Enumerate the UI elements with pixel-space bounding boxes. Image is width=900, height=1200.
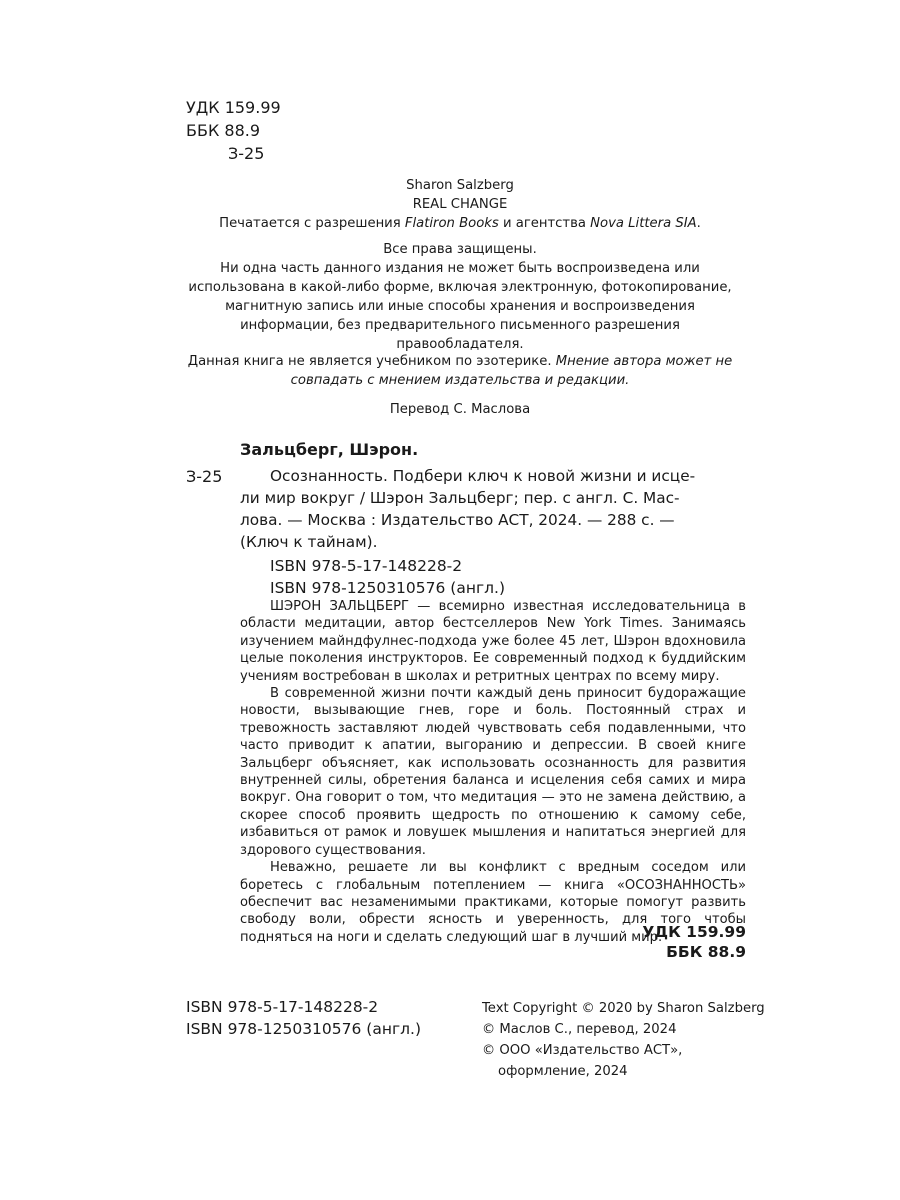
copyright-block: Text Copyright © 2020 by Sharon Salzberg © Маслов С., перевод, 2024 © ООО «Издательство АСТ», оформление, 2024 [482, 1001, 765, 1079]
annotation [240, 598, 746, 946]
annotation-paragraph: Неважно, решаете ли вы конфликт с вредным соседом или боретесь с глобальным потеплением — книга «ОСОЗНАННОСТЬ» обеспечит вас незаменимыми практиками, которые помогут развить свободу воли, обрести ясность и уверенность, для того чтобы подняться на ноги и сделать следующий шаг в лучший мир. [240, 860, 746, 945]
footer-codes [560, 922, 746, 962]
classification-codes [186, 96, 281, 165]
disclaimer: Данная книга не является учебником по эзотерике. Мнение автора может не совпадать с мнением издательства и редакции. [187, 354, 733, 388]
footer-bbk: ББК 88.9 [666, 943, 746, 961]
original-title: REAL CHANGE [412, 197, 508, 212]
bbk-code: ББК 88.9 [186, 121, 261, 140]
catalog-author-heading: Зальцберг, Шэрон. [240, 440, 419, 459]
bottom-isbn: ISBN 978-5-17-148228-2 ISBN 978-1250310576 (англ.) [186, 998, 421, 1038]
author-mark: З-25 [228, 144, 265, 163]
udk-code: УДК 159.99 [186, 98, 281, 117]
footer-udk: УДК 159.99 [642, 923, 746, 941]
translation-credit: Перевод С. Маслова [389, 402, 531, 417]
original-edition-info [160, 176, 760, 233]
rights-notice: Все права защищены. Ни одна часть данного издания не может быть воспроизведена или использована в какой-либо форме, включая электронную, фотокопирование, магнитную запись или иные способы хранения и воспроизведения информации, без предварительного письменного разрешения правообладателя. [188, 242, 732, 352]
agency-name: Nova Littera SIA [590, 216, 697, 231]
original-author: Sharon Salzberg [406, 178, 514, 193]
catalog-entry: Осознанность. Подбери ключ к новой жизни и исце- ли мир вокруг / Шэрон Зальцберг; пер. с англ. С. Мас- лова. — Москва : Издательство АСТ, 2024. — 288 с. — (Ключ к тайнам). [240, 467, 696, 551]
annotation-paragraph: В современной жизни почти каждый день приносит будоражащие новости, вызывающие гнев, горе и боль. Постоянный страх и тревожность заставляют людей чувствовать себя подавленными, что часто приводит к апатии, выгоранию и депрессии. В своей книге Зальцберг объясняет, как использовать осознанность для развития внутренней силы, обретения баланса и исцеления себя самих и мира вокруг. Она говорит о том, что медитация — это не замена действию, а скорее способ проявить щедрость по отношению к самому себе, избавиться от рамок и ловушек мышления и напитаться энергией для здорового существования. [240, 686, 746, 858]
annotation-paragraph: ШЭРОН ЗАЛЬЦБЕРГ — всемирно известная исследовательница в области медитации, автор бестселлеров New York Times. Занимаясь изучением майндфулнес-подхода уже более 45 лет, Шэрон вдохновила целые поколения инструкторов. Ее современный подход к буддийским учениям востребован в школах и ретритных центрах по всему миру. [240, 599, 746, 684]
publisher-name: Flatiron Books [404, 216, 499, 231]
catalog-code: З-25 [186, 467, 223, 486]
permission-line: Печатается с разрешения Flatiron Books и агентства Nova Littera SIA. [219, 216, 701, 231]
catalog-isbn: ISBN 978-5-17-148228-2 ISBN 978-1250310576 (англ.) [270, 557, 505, 597]
